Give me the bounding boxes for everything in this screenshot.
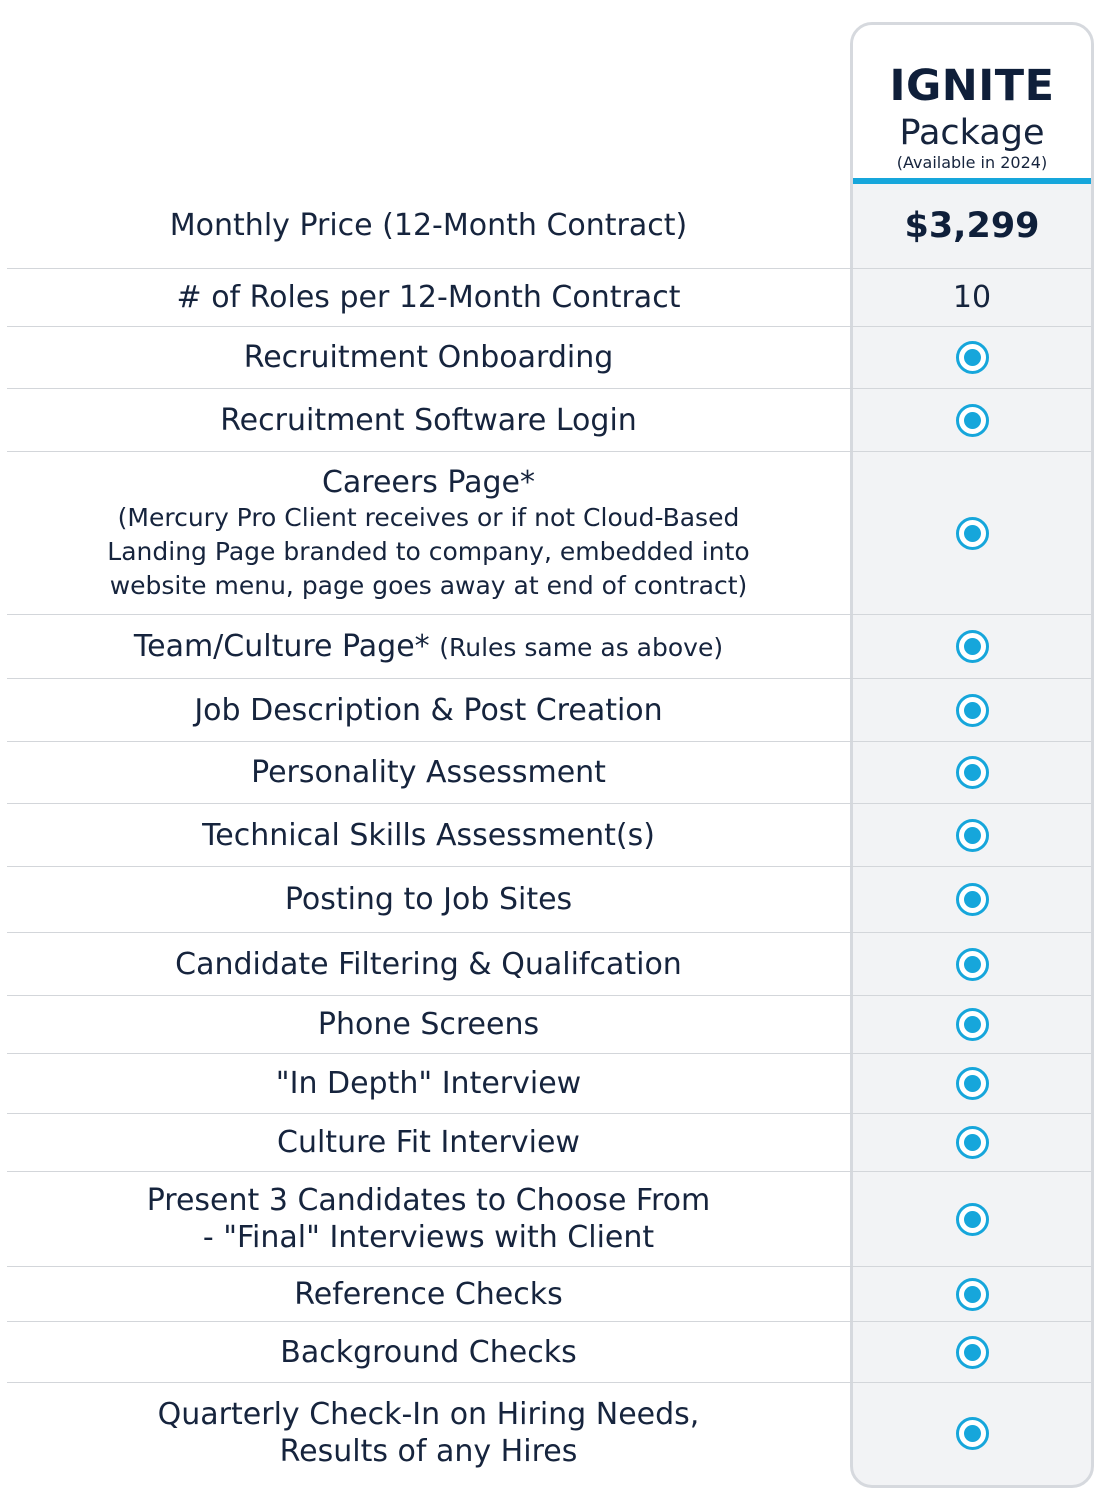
feature-label: Careers Page* [321,464,536,500]
feature-label: Phone Screens [317,1007,540,1042]
check-dot-icon [956,1126,989,1159]
feature-inline-note: (Rules same as above) [439,632,724,662]
table-row-careers-page [7,452,1091,615]
package-header [853,25,1091,181]
check-dot-icon [956,1278,989,1311]
check-dot-icon [956,630,989,663]
check-dot-icon [956,694,989,727]
check-dot-icon [956,517,989,550]
check-dot-icon [956,1067,989,1100]
feature-label: Personality Assessment [251,755,606,790]
table-row [7,1172,1091,1267]
table-row [7,933,1091,996]
package-subtitle: Package [899,113,1045,153]
package-name: IGNITE [889,61,1055,111]
check-dot-icon [956,883,989,916]
table-row [7,996,1091,1054]
feature-label: Recruitment Software Login [220,402,637,438]
table-row-monthly-price [7,183,1091,269]
check-dot-icon [956,404,989,437]
feature-label: Job Description & Post Creation [194,692,663,728]
feature-label: Candidate Filtering & Qualifcation [175,946,682,982]
table-row [7,1267,1091,1322]
feature-label-line: Quarterly Check-In on Hiring Needs, [157,1397,700,1432]
value-cell [850,269,1094,326]
feature-label: Team/Culture Page* [133,628,430,664]
check-dot-icon [956,1008,989,1041]
table-row [7,804,1091,867]
table-row [7,327,1091,389]
feature-label: Technical Skills Assessment(s) [202,817,655,853]
feature-label-line: - "Final" Interviews with Client [202,1220,655,1255]
check-dot-icon [956,948,989,981]
check-dot-icon [956,341,989,374]
table-row [7,742,1091,804]
feature-label: "In Depth" Interview [275,1066,582,1101]
package-availability-note: (Available in 2024) [896,153,1048,172]
feature-label: # of Roles per 12-Month Contract [176,280,681,315]
table-row-team-culture-page [7,615,1091,679]
roles-count: 10 [952,280,992,315]
feature-label-cell [7,183,850,268]
feature-label: Background Checks [280,1334,577,1370]
table-row [7,1322,1091,1383]
feature-label: Culture Fit Interview [277,1125,580,1160]
check-dot-icon [956,1203,989,1236]
table-row-roles [7,269,1091,327]
price-value: $3,299 [904,205,1040,246]
feature-detail-line: Landing Page branded to company, embedded into [107,536,750,566]
table-row [7,867,1091,933]
check-dot-icon [956,1417,989,1450]
feature-label: Reference Checks [294,1276,563,1312]
check-dot-icon [956,819,989,852]
feature-detail-line: (Mercury Pro Client receives or if not Cloud-Based [117,502,740,532]
value-cell [850,183,1094,268]
table-row [7,1114,1091,1172]
table-row [7,679,1091,742]
check-dot-icon [956,756,989,789]
feature-label: Monthly Price (12-Month Contract) [169,208,688,243]
check-dot-icon [956,1336,989,1369]
feature-label: Posting to Job Sites [284,882,573,917]
feature-detail-line: website menu, page goes away at end of contract) [109,570,748,600]
feature-label-line: Results of any Hires [279,1434,578,1469]
table-row [7,1383,1091,1483]
table-row [7,1054,1091,1114]
feature-label-line [134,628,723,666]
feature-label-line: Present 3 Candidates to Choose From [146,1183,711,1218]
feature-label-cell [7,269,850,326]
table-row [7,389,1091,452]
feature-label: Recruitment Onboarding [243,340,614,375]
